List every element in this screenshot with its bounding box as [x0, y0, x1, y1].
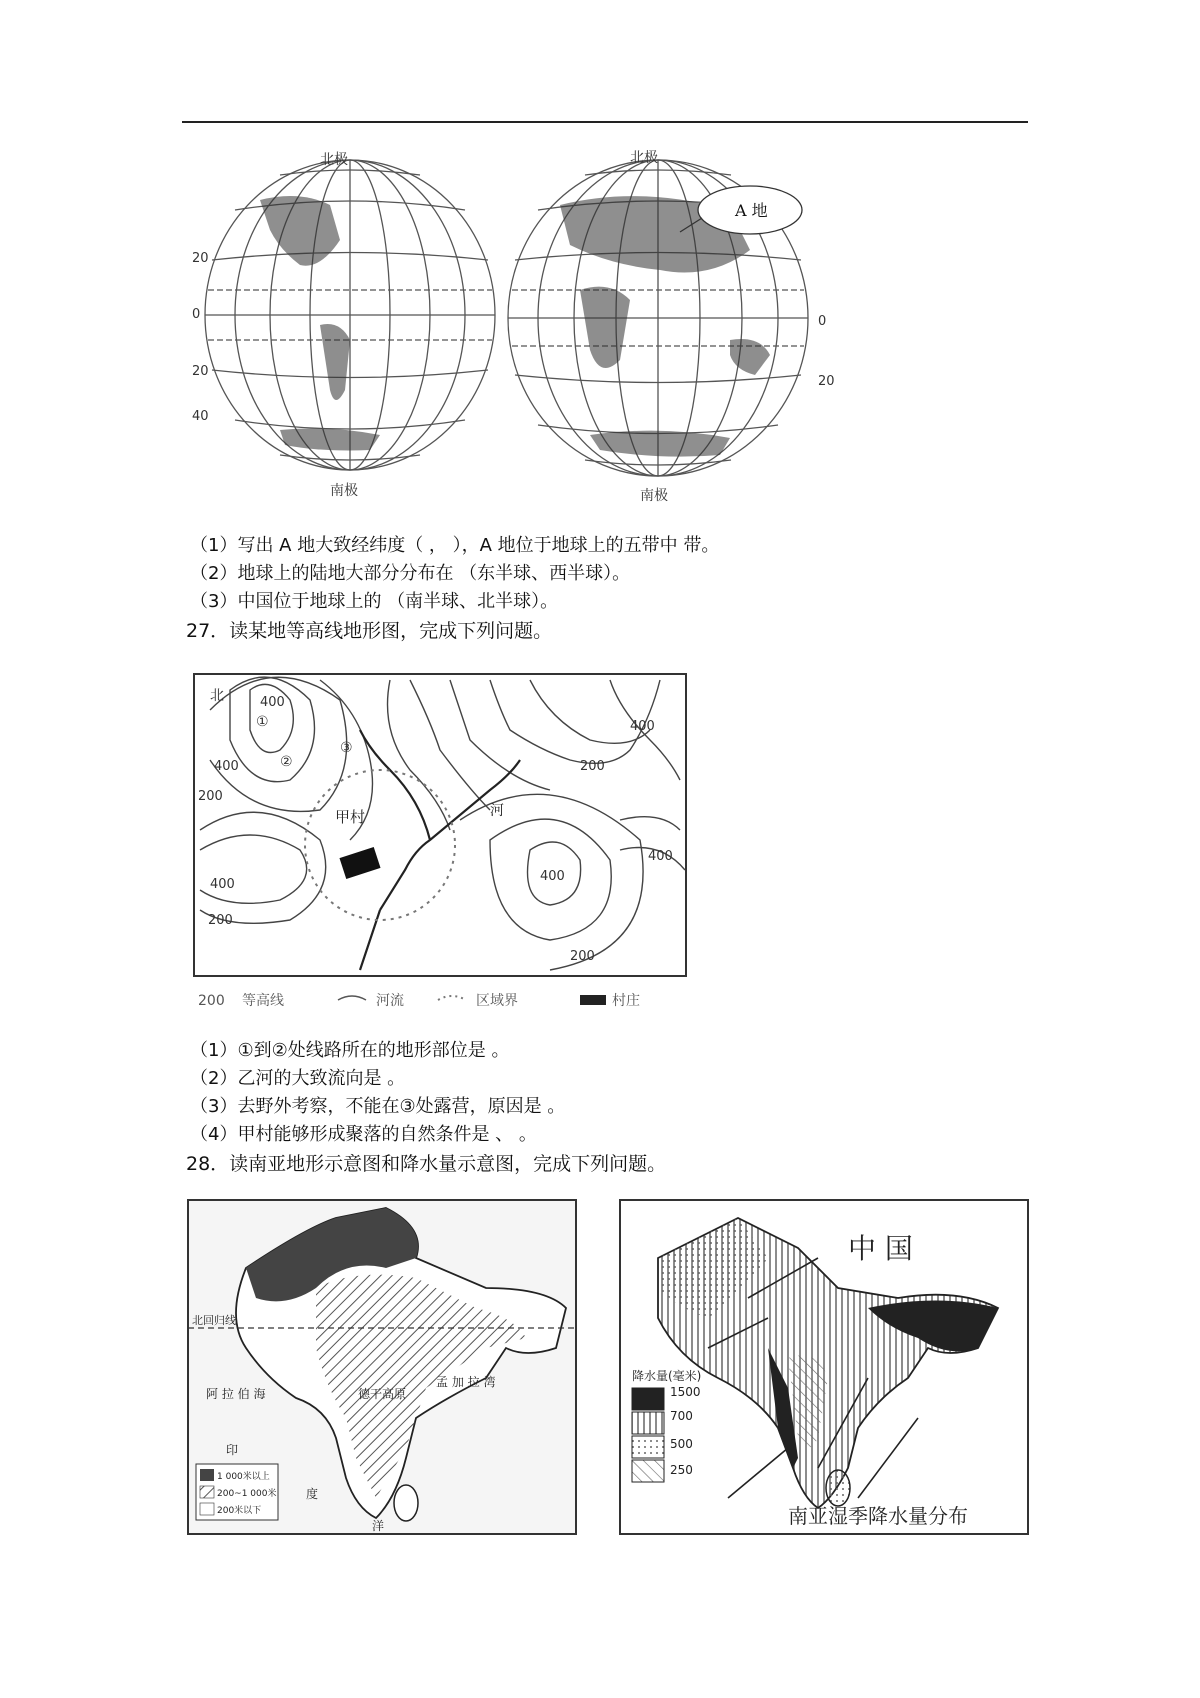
- rainfall-legend-250: 250: [670, 1463, 693, 1477]
- contour-label: 200: [208, 913, 233, 928]
- deccan-label: 德干高原: [358, 1387, 407, 1401]
- contour-map-figure: [190, 670, 690, 1020]
- western-hemisphere: [205, 160, 495, 470]
- rainfall-legend-title: 降水量(毫米): [632, 1369, 702, 1383]
- terrain-legend-high: 1 000米以上: [217, 1472, 270, 1482]
- north-pole-label-right: 北极: [630, 150, 658, 166]
- rainfall-legend-500: 500: [670, 1437, 693, 1451]
- q27-part3: （3）去野外考察，不能在③处露营，原因是 。: [190, 1096, 566, 1117]
- contour-label: 400: [260, 695, 285, 710]
- village-label: 甲村: [335, 808, 366, 826]
- contour-label: 200: [198, 789, 223, 804]
- north-pole-label-left: 北极: [320, 152, 348, 168]
- q27-part4: （4）甲村能够形成聚落的自然条件是 、 。: [190, 1124, 537, 1145]
- rainfall-legend-700: 700: [670, 1409, 693, 1423]
- contour-label: 400: [210, 877, 235, 892]
- legend-boundary: 区域界: [476, 993, 518, 1009]
- contour-label: 400: [540, 869, 565, 884]
- terrain-legend-mid: 200~1 000米: [217, 1489, 277, 1499]
- lat-label: 20: [192, 251, 209, 266]
- bay-of-bengal-label: 孟 加 拉 湾: [436, 1375, 496, 1389]
- a-callout-label: A 地: [735, 201, 768, 220]
- lat-label: 20: [192, 364, 209, 379]
- south-asia-terrain-map: [186, 1198, 578, 1536]
- rainfall-legend-1500: 1500: [670, 1385, 701, 1399]
- terrain-legend-low: 200米以下: [217, 1506, 262, 1516]
- q26-part1: （1）写出 A 地大致经纬度（ ， ），A 地位于地球上的五带中 带。: [190, 535, 720, 556]
- hemisphere-globe-figure: [190, 150, 890, 510]
- china-label: 中 国: [848, 1232, 913, 1265]
- south-pole-label-left: 南极: [330, 483, 358, 499]
- legend-contour-value: 200: [198, 993, 225, 1009]
- legend-river: 河流: [376, 993, 404, 1009]
- q27-heading: 27．读某地等高线地形图，完成下列问题。: [186, 620, 553, 642]
- lat-label: 20: [818, 374, 835, 389]
- marker-3: ③: [340, 740, 353, 756]
- marker-2: ②: [280, 754, 293, 770]
- legend-village: 村庄: [612, 993, 640, 1009]
- ocean-label-2: 度: [306, 1487, 319, 1501]
- legend-contour: 等高线: [242, 993, 284, 1009]
- contour-label: 200: [580, 759, 605, 774]
- lat-label: 40: [192, 409, 209, 424]
- q27-part2: （2）乙河的大致流向是 。: [190, 1068, 406, 1089]
- river-label: 河: [490, 803, 504, 819]
- contour-label: 400: [648, 849, 673, 864]
- lat-label: 0: [818, 314, 827, 329]
- marker-1: ①: [256, 714, 269, 730]
- north-arrow-label: 北: [210, 688, 224, 704]
- rainfall-caption: 南亚湿季降水量分布: [788, 1504, 968, 1528]
- q27-part1: （1）①到②处线路所在的地形部位是 。: [190, 1040, 510, 1061]
- contour-label: 200: [570, 949, 595, 964]
- q26-part3: （3）中国位于地球上的 （南半球、北半球）。: [190, 591, 559, 612]
- q28-heading: 28．读南亚地形示意图和降水量示意图，完成下列问题。: [186, 1153, 667, 1175]
- terrain-legend: [196, 1464, 278, 1520]
- lat-label: 0: [192, 307, 201, 322]
- ocean-label-3: 洋: [372, 1519, 385, 1533]
- contour-label: 400: [630, 719, 655, 734]
- contour-label: 400: [214, 759, 239, 774]
- south-asia-rainfall-map: [618, 1198, 1030, 1536]
- tropic-label: 北回归线: [192, 1314, 236, 1327]
- top-rule: [182, 121, 1028, 123]
- arabian-sea-label: 阿 拉 伯 海: [206, 1387, 266, 1401]
- q26-part2: （2）地球上的陆地大部分分布在 （东半球、西半球）。: [190, 563, 631, 584]
- ocean-label-1: 印: [226, 1443, 239, 1457]
- south-pole-label-right: 南极: [640, 488, 668, 504]
- contour-legend: [198, 992, 640, 1009]
